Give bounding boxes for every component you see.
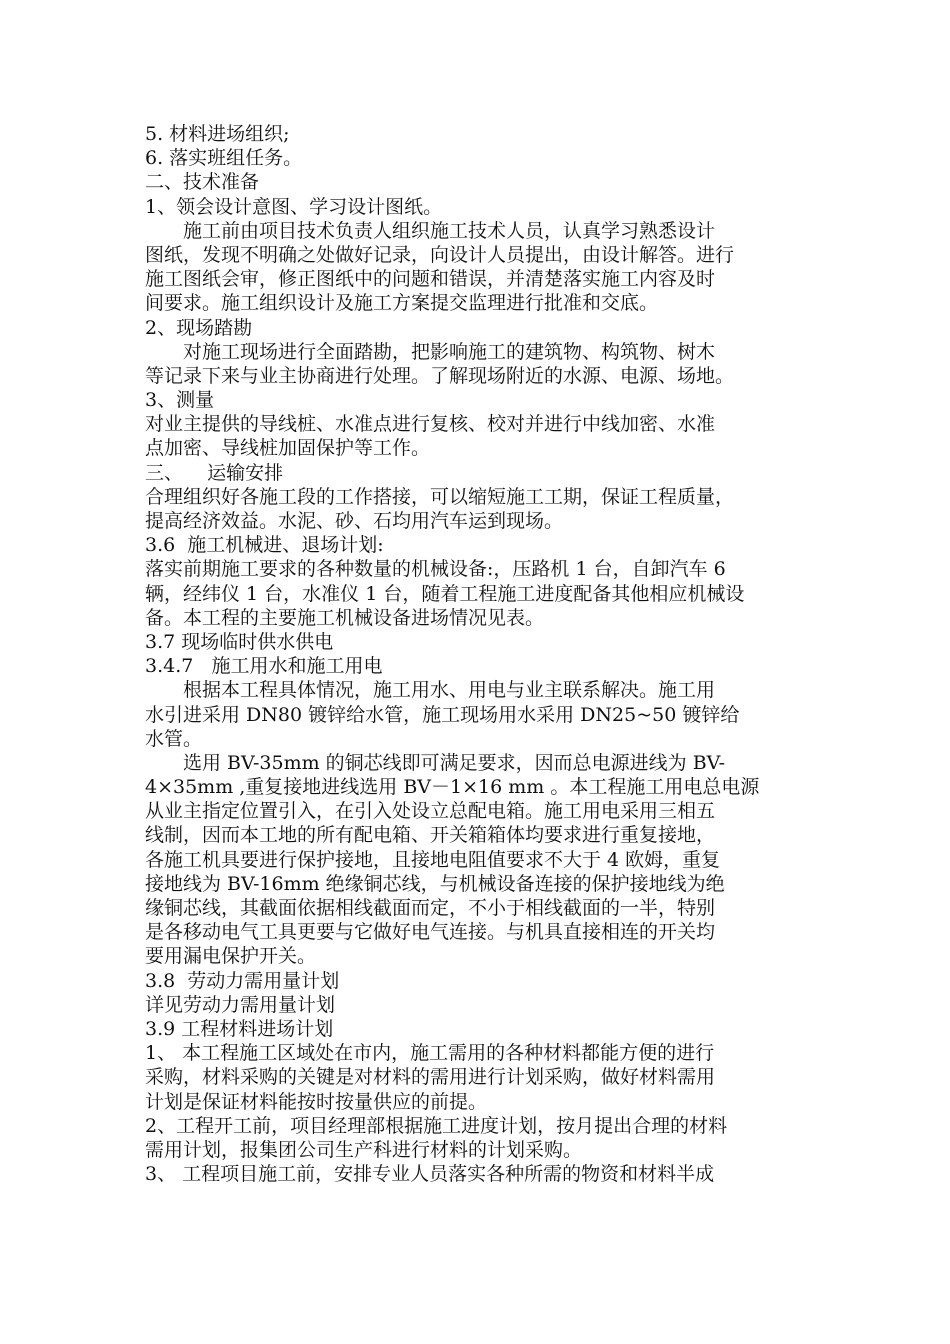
text-line: 从业主指定位置引入，在引入处设立总配电箱。施工用电采用三相五 bbox=[145, 800, 716, 823]
text-line: 对业主提供的导线桩、水准点进行复核、校对并进行中线加密、水准 bbox=[145, 413, 716, 436]
text-line: 是各移动电气工具更要与它做好电气连接。与机具直接相连的开关均 bbox=[145, 921, 716, 944]
document-body bbox=[145, 122, 817, 1186]
text-line: 图纸，发现不明确之处做好记录，向设计人员提出，由设计解答。进行 bbox=[145, 243, 735, 266]
section-heading: 二、技术准备 bbox=[145, 171, 260, 194]
text-line: 详见劳动力需用量计划 bbox=[145, 993, 336, 1016]
subsection-heading: 3.7 现场临时供水供电 bbox=[145, 630, 334, 653]
text-line: 提高经济效益。水泥、砂、石均用汽车运到现场。 bbox=[145, 510, 564, 532]
text-line: 1、 本工程施工区域处在市内，施工需用的各种材料都能方便的进行 bbox=[145, 1042, 715, 1065]
text-line: 等记录下来与业主协商进行处理。了解现场附近的水源、电源、场地。 bbox=[145, 364, 735, 387]
text-line: 6. 落实班组任务。 bbox=[145, 147, 303, 170]
text-line: 4×35mm ,重复接地进线选用 BV－1×16 mm 。本工程施工用电总电源 bbox=[145, 776, 760, 799]
text-line: 缘铜芯线，其截面依据相线截面而定，不小于相线截面的一半，特别 bbox=[145, 897, 716, 919]
subsection-heading: 1、领会设计意图、学习设计图纸。 bbox=[145, 195, 443, 218]
text-line: 施工前由项目技术负责人组织施工技术人员，认真学习熟悉设计 bbox=[183, 219, 716, 242]
text-line: 接地线为 BV-16mm 绝缘铜芯线，与机械设备连接的保护接地线为绝 bbox=[145, 872, 725, 895]
text-line: 各施工机具要进行保护接地，且接地电阻值要求不大于 4 欧姆，重复 bbox=[145, 848, 721, 871]
text-line: 落实前期施工要求的各种数量的机械设备:，压路机 1 台，自卸汽车 6 bbox=[145, 558, 726, 581]
section-heading: 三、 运输安排 bbox=[145, 461, 284, 484]
text-line: 点加密、导线桩加固保护等工作。 bbox=[145, 437, 431, 460]
text-line: 5. 材料进场组织; bbox=[145, 123, 290, 145]
text-line: 3、 工程项目施工前，安排专业人员落实各种所需的物资和材料半成 bbox=[145, 1163, 715, 1186]
subsection-heading: 3.4.7 施工用水和施工用电 bbox=[145, 655, 383, 678]
text-line: 根据本工程具体情况，施工用水、用电与业主联系解决。施工用 bbox=[183, 679, 716, 702]
text-line: 需用计划，报集团公司生产科进行材料的计划采购。 bbox=[145, 1138, 583, 1161]
subsection-heading: 3.9 工程材料进场计划 bbox=[145, 1017, 334, 1040]
text-line: 计划是保证材料能按时按量供应的前提。 bbox=[145, 1090, 488, 1113]
text-line: 选用 BV-35mm 的铜芯线即可满足要求，因而总电源进线为 BV- bbox=[183, 751, 726, 774]
text-line: 辆，经纬仪 1 台，水准仪 1 台，随着工程施工进度配备其他相应机械设 bbox=[145, 582, 745, 605]
text-line: 2、工程开工前，项目经理部根据施工进度计划，按月提出合理的材料 bbox=[145, 1114, 728, 1137]
text-line: 水引进采用 DN80 镀锌给水管，施工现场用水采用 DN25~50 镀锌给 bbox=[145, 703, 740, 726]
subsection-heading: 3.6 施工机械进、退场计划: bbox=[145, 534, 384, 557]
text-line: 合理组织好各施工段的工作搭接，可以缩短施工工期，保证工程质量， bbox=[145, 485, 735, 508]
subsection-heading: 3、测量 bbox=[145, 389, 215, 412]
text-line: 水管。 bbox=[145, 727, 203, 750]
text-line: 施工图纸会审，修正图纸中的问题和错误，并清楚落实施工内容及时 bbox=[145, 268, 716, 291]
text-line: 间要求。施工组织设计及施工方案提交监理进行批准和交底。 bbox=[145, 292, 659, 315]
text-line: 采购，材料采购的关键是对材料的需用进行计划采购，做好材料需用 bbox=[145, 1066, 716, 1089]
subsection-heading: 3.8 劳动力需用量计划 bbox=[145, 969, 340, 992]
subsection-heading: 2、现场踏勘 bbox=[145, 316, 253, 339]
text-line: 对施工现场进行全面踏勘，把影响施工的建筑物、构筑物、树木 bbox=[183, 340, 716, 363]
text-line: 线制，因而本工地的所有配电箱、开关箱箱体均要求进行重复接地， bbox=[145, 824, 716, 847]
text-line: 要用漏电保护开关。 bbox=[145, 945, 317, 968]
text-line: 备。本工程的主要施工机械设备进场情况见表。 bbox=[145, 606, 545, 629]
